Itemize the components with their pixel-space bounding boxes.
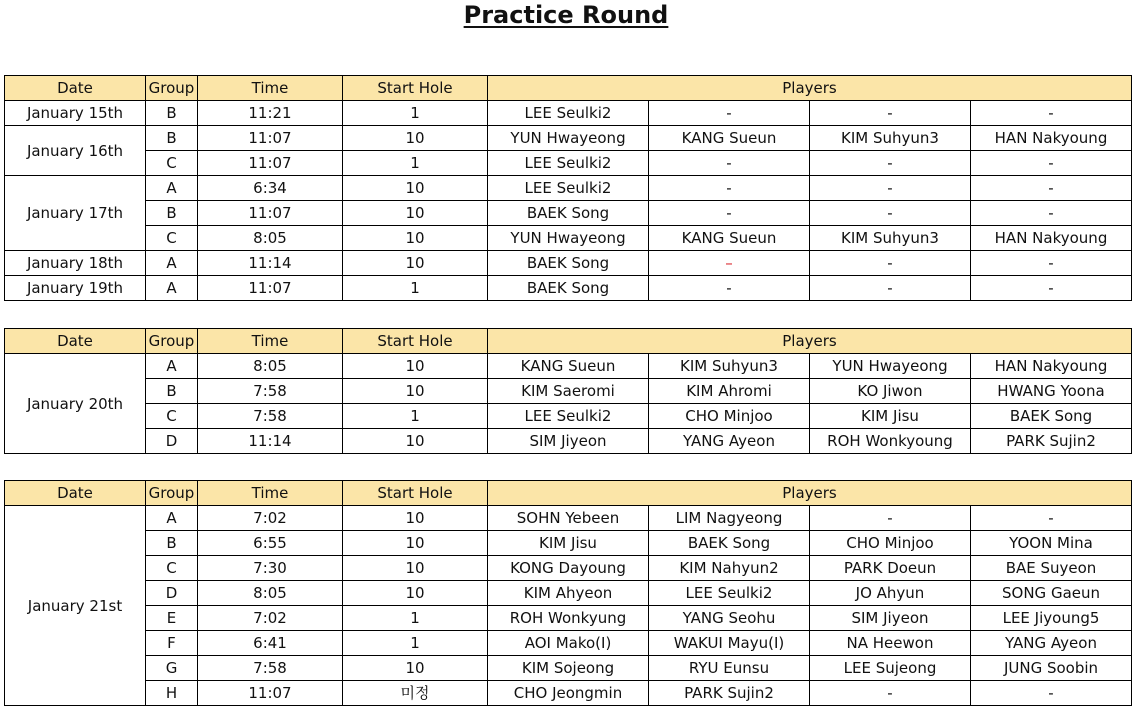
time-cell: 11:07 xyxy=(198,276,343,301)
player-cell: PARK Doeun xyxy=(810,556,971,581)
player-cell: WAKUI Mayu(I) xyxy=(649,631,810,656)
player-cell: CHO Minjoo xyxy=(810,531,971,556)
player-cell: LEE Seulki2 xyxy=(488,101,649,126)
header-date: Date xyxy=(5,76,146,101)
start-hole-cell: 10 xyxy=(343,251,488,276)
player-cell: - xyxy=(810,251,971,276)
group-cell: C xyxy=(146,226,198,251)
player-cell: CHO Minjoo xyxy=(649,404,810,429)
player-cell: - xyxy=(971,681,1132,706)
player-cell: YUN Hwayeong xyxy=(488,226,649,251)
header-time: Time xyxy=(198,481,343,506)
start-hole-cell: 10 xyxy=(343,126,488,151)
table-row xyxy=(5,151,1132,176)
player-cell: KIM Suhyun3 xyxy=(810,126,971,151)
player-cell: - xyxy=(971,251,1132,276)
date-cell: January 19th xyxy=(5,276,146,301)
header-players: Players xyxy=(488,481,1132,506)
player-cell: KIM Jisu xyxy=(810,404,971,429)
player-cell: AOI Mako(I) xyxy=(488,631,649,656)
player-cell: JUNG Soobin xyxy=(971,656,1132,681)
start-hole-cell: 1 xyxy=(343,404,488,429)
start-hole-cell: 1 xyxy=(343,101,488,126)
player-cell: LEE Jiyoung5 xyxy=(971,606,1132,631)
player-cell: ROH Wonkyung xyxy=(488,606,649,631)
start-hole-cell: 1 xyxy=(343,276,488,301)
date-cell: January 20th xyxy=(5,354,146,454)
date-cell: January 18th xyxy=(5,251,146,276)
start-hole-cell: 10 xyxy=(343,556,488,581)
player-cell: KONG Dayoung xyxy=(488,556,649,581)
player-cell: - xyxy=(810,101,971,126)
player-cell: - xyxy=(649,101,810,126)
group-cell: A xyxy=(146,251,198,276)
table-row xyxy=(5,656,1132,681)
header-group: Group xyxy=(146,329,198,354)
group-cell: C xyxy=(146,556,198,581)
player-cell: LEE Seulki2 xyxy=(488,151,649,176)
player-cell: - xyxy=(810,151,971,176)
group-cell: B xyxy=(146,531,198,556)
player-cell: KIM Sojeong xyxy=(488,656,649,681)
header-group: Group xyxy=(146,481,198,506)
time-cell: 6:41 xyxy=(198,631,343,656)
player-cell: KANG Sueun xyxy=(649,226,810,251)
player-cell: - xyxy=(971,101,1132,126)
player-cell: PARK Sujin2 xyxy=(971,429,1132,454)
player-cell: - xyxy=(649,151,810,176)
header-row xyxy=(5,481,1132,506)
start-hole-cell: 10 xyxy=(343,379,488,404)
group-cell: A xyxy=(146,354,198,379)
player-cell: BAEK Song xyxy=(488,251,649,276)
time-cell: 11:07 xyxy=(198,201,343,226)
player-cell: KANG Sueun xyxy=(488,354,649,379)
header-row xyxy=(5,76,1132,101)
time-cell: 7:30 xyxy=(198,556,343,581)
time-cell: 8:05 xyxy=(198,354,343,379)
header-start-hole: Start Hole xyxy=(343,329,488,354)
player-cell: – xyxy=(649,251,810,276)
player-cell: - xyxy=(810,176,971,201)
time-cell: 11:21 xyxy=(198,101,343,126)
player-cell: - xyxy=(649,201,810,226)
player-cell: CHO Jeongmin xyxy=(488,681,649,706)
group-cell: E xyxy=(146,606,198,631)
player-cell: BAEK Song xyxy=(649,531,810,556)
page-title-text: Practice Round xyxy=(463,1,669,29)
table-row xyxy=(5,251,1132,276)
player-cell: KO Jiwon xyxy=(810,379,971,404)
group-cell: C xyxy=(146,151,198,176)
player-cell: - xyxy=(810,276,971,301)
table-row xyxy=(5,379,1132,404)
header-players: Players xyxy=(488,76,1132,101)
header-date: Date xyxy=(5,329,146,354)
start-hole-cell: 10 xyxy=(343,354,488,379)
group-cell: G xyxy=(146,656,198,681)
player-cell: SOHN Yebeen xyxy=(488,506,649,531)
player-cell: - xyxy=(649,276,810,301)
time-cell: 6:34 xyxy=(198,176,343,201)
player-cell: LIM Nagyeong xyxy=(649,506,810,531)
time-cell: 7:58 xyxy=(198,379,343,404)
schedule-table-2 xyxy=(4,328,1132,454)
table-row xyxy=(5,126,1132,151)
schedule-table-3 xyxy=(4,480,1132,706)
date-cell: January 21st xyxy=(5,506,146,706)
group-cell: C xyxy=(146,404,198,429)
player-cell: KIM Suhyun3 xyxy=(810,226,971,251)
player-cell: KANG Sueun xyxy=(649,126,810,151)
date-cell: January 17th xyxy=(5,176,146,251)
start-hole-cell: 10 xyxy=(343,226,488,251)
player-cell: NA Heewon xyxy=(810,631,971,656)
table-row xyxy=(5,531,1132,556)
player-cell: - xyxy=(810,681,971,706)
group-cell: H xyxy=(146,681,198,706)
player-cell: ROH Wonkyoung xyxy=(810,429,971,454)
time-cell: 11:14 xyxy=(198,251,343,276)
player-cell: KIM Ahyeon xyxy=(488,581,649,606)
player-cell: - xyxy=(971,176,1132,201)
table-row xyxy=(5,201,1132,226)
player-cell: YANG Ayeon xyxy=(649,429,810,454)
player-cell: BAE Suyeon xyxy=(971,556,1132,581)
table-row xyxy=(5,506,1132,531)
player-cell: - xyxy=(971,276,1132,301)
header-row xyxy=(5,329,1132,354)
start-hole-cell: 10 xyxy=(343,429,488,454)
header-start-hole: Start Hole xyxy=(343,76,488,101)
player-cell: LEE Seulki2 xyxy=(488,176,649,201)
player-cell: BAEK Song xyxy=(488,201,649,226)
player-cell: YUN Hwayeong xyxy=(810,354,971,379)
start-hole-cell: 1 xyxy=(343,606,488,631)
date-cell: January 15th xyxy=(5,101,146,126)
table-row xyxy=(5,276,1132,301)
table-row xyxy=(5,631,1132,656)
time-cell: 6:55 xyxy=(198,531,343,556)
start-hole-cell: 10 xyxy=(343,531,488,556)
page-title xyxy=(0,0,1132,30)
time-cell: 7:02 xyxy=(198,606,343,631)
player-cell: - xyxy=(649,176,810,201)
player-cell: - xyxy=(971,506,1132,531)
start-hole-cell: 1 xyxy=(343,631,488,656)
group-cell: A xyxy=(146,176,198,201)
start-hole-cell: 10 xyxy=(343,506,488,531)
time-cell: 11:07 xyxy=(198,151,343,176)
header-time: Time xyxy=(198,329,343,354)
header-group: Group xyxy=(146,76,198,101)
group-cell: B xyxy=(146,379,198,404)
start-hole-cell: 미정 xyxy=(343,681,488,706)
player-cell: KIM Ahromi xyxy=(649,379,810,404)
time-cell: 8:05 xyxy=(198,226,343,251)
player-cell: RYU Eunsu xyxy=(649,656,810,681)
table-row xyxy=(5,176,1132,201)
table-row xyxy=(5,226,1132,251)
group-cell: A xyxy=(146,276,198,301)
time-cell: 7:58 xyxy=(198,404,343,429)
table-row xyxy=(5,606,1132,631)
player-cell: YUN Hwayeong xyxy=(488,126,649,151)
player-cell: JO Ahyun xyxy=(810,581,971,606)
table-row xyxy=(5,354,1132,379)
table-row xyxy=(5,404,1132,429)
group-cell: F xyxy=(146,631,198,656)
player-cell: SONG Gaeun xyxy=(971,581,1132,606)
group-cell: D xyxy=(146,429,198,454)
group-cell: B xyxy=(146,101,198,126)
group-cell: D xyxy=(146,581,198,606)
schedule-table-1 xyxy=(4,75,1132,301)
player-cell: BAEK Song xyxy=(488,276,649,301)
player-cell: HAN Nakyoung xyxy=(971,226,1132,251)
table-row xyxy=(5,101,1132,126)
table-row xyxy=(5,681,1132,706)
time-cell: 11:14 xyxy=(198,429,343,454)
player-cell: SIM Jiyeon xyxy=(810,606,971,631)
player-cell: KIM Jisu xyxy=(488,531,649,556)
player-cell: - xyxy=(810,506,971,531)
player-cell: HAN Nakyoung xyxy=(971,126,1132,151)
time-cell: 11:07 xyxy=(198,681,343,706)
time-cell: 7:58 xyxy=(198,656,343,681)
player-cell: SIM Jiyeon xyxy=(488,429,649,454)
start-hole-cell: 10 xyxy=(343,656,488,681)
player-cell: - xyxy=(971,201,1132,226)
player-cell: KIM Suhyun3 xyxy=(649,354,810,379)
player-cell: LEE Seulki2 xyxy=(488,404,649,429)
player-cell: KIM Nahyun2 xyxy=(649,556,810,581)
player-cell: YANG Ayeon xyxy=(971,631,1132,656)
player-cell: - xyxy=(810,201,971,226)
start-hole-cell: 10 xyxy=(343,581,488,606)
player-cell: BAEK Song xyxy=(971,404,1132,429)
player-cell: - xyxy=(971,151,1132,176)
table-row xyxy=(5,429,1132,454)
player-cell: HWANG Yoona xyxy=(971,379,1132,404)
group-cell: A xyxy=(146,506,198,531)
header-players: Players xyxy=(488,329,1132,354)
group-cell: B xyxy=(146,126,198,151)
group-cell: B xyxy=(146,201,198,226)
player-cell: HAN Nakyoung xyxy=(971,354,1132,379)
header-time: Time xyxy=(198,76,343,101)
header-start-hole: Start Hole xyxy=(343,481,488,506)
time-cell: 8:05 xyxy=(198,581,343,606)
player-cell: PARK Sujin2 xyxy=(649,681,810,706)
start-hole-cell: 10 xyxy=(343,201,488,226)
time-cell: 7:02 xyxy=(198,506,343,531)
player-cell: YOON Mina xyxy=(971,531,1132,556)
time-cell: 11:07 xyxy=(198,126,343,151)
header-date: Date xyxy=(5,481,146,506)
table-row xyxy=(5,556,1132,581)
table-row xyxy=(5,581,1132,606)
player-cell: LEE Seulki2 xyxy=(649,581,810,606)
date-cell: January 16th xyxy=(5,126,146,176)
start-hole-cell: 10 xyxy=(343,176,488,201)
player-cell: LEE Sujeong xyxy=(810,656,971,681)
start-hole-cell: 1 xyxy=(343,151,488,176)
player-cell: YANG Seohu xyxy=(649,606,810,631)
player-cell: KIM Saeromi xyxy=(488,379,649,404)
